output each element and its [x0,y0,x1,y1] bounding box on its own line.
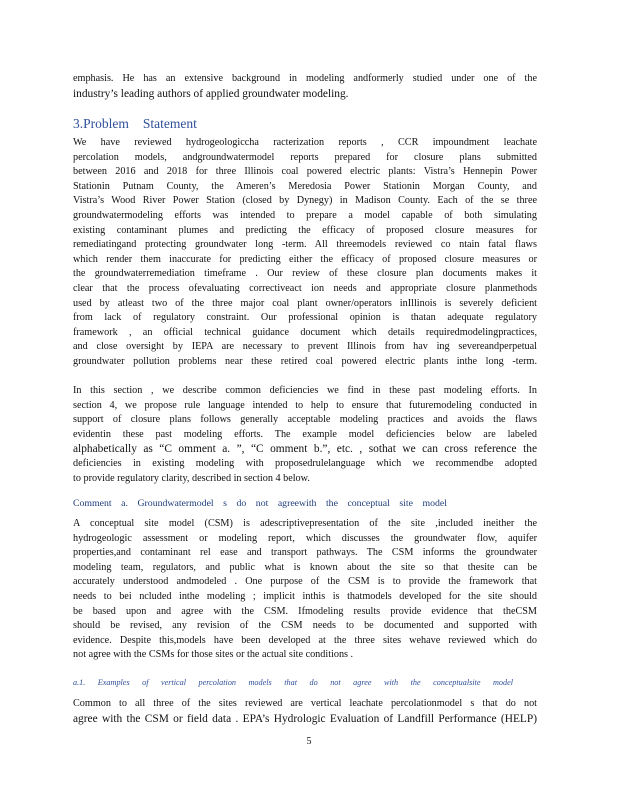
text-line: section 4, we propose rule language intended to help to ensure that futuremodeling conducted in [73,399,537,411]
text-line: the groundwaterremediation timeframe . Our review of these closure plan documents makes it [73,268,537,280]
text-line: existing contaminant plumes and predicting the efficacy of proposed closure measures for [73,224,537,236]
text-line: between 2016 and 2018 for three Illinois coal powered electric plants: Vistra’s Hennepin Power [73,166,537,178]
text-line: industry’s leading authors of applied groundwater modeling. [73,87,349,100]
text-line: and close oversight by IEPA are necessary to prevent Illinois from hav ing severeandperpetual [73,341,537,353]
text-line: which render them inaccurate for predicting either the efficacy of proposed closure measures or [73,253,537,265]
text-line: support of closure plans follows generally acceptable modeling practices and avoids the flaws [73,414,537,426]
text-line: used by atleast two of the three major coal plant owner/operators inIllinois is severely deficient [73,297,537,309]
text-line: emphasis. He has an extensive background in modeling andformerly studied under one of the [73,73,537,84]
text-line: Stationin Putnam County, the Ameren’s Meredosia Power Stationin Morgan County, and [73,180,537,192]
text-line: remediatingand protecting groundwater long -term. All threemodels reviewed co ntain fatal flaws [73,239,537,251]
text-line: needs to bei ncluded inthe modeling ; implicit inthis is thatmodels developed for the site should [73,590,537,602]
text-line: deficiencies in existing modeling with proposedrulelanguage which we recommendbe adopted [73,457,537,469]
text-line: alphabetically as “C omment a. ”, “C omment b.”, etc. , sothat we can cross reference the [73,443,537,456]
text-line: groundwatermodeling efforts was intended to prepare a model capable of both simulating [73,209,537,221]
subsection-a1-heading: a.1. Examples of vertical percolation models that do not agree with the conceptualsite model [73,678,513,687]
section-number: 3.Problem [73,116,129,131]
text-line: We have reviewed hydrogeologiccha racterization reports , CCR impoundment leachate [73,137,537,148]
text-line: Common to all three of the sites reviewed are vertical leachate percolationmodel s that do not [73,698,537,709]
comment-a-heading: Comment a. Groundwatermodel s do not agreewith the conceptual site model [73,498,447,509]
text-line: evidence. Despite this,models have been developed at the three sites wehave reviewed which do [73,634,537,646]
intro-paragraph [73,72,537,101]
text-line: accurately understood andmodeled . One purpose of the CSM is to provide the framework that [73,576,537,588]
text-line: hydrogeologic assessment or modeling report, which discusses the groundwater flow, aquifer [73,532,537,544]
text-line: be based upon and agree with the CSM. Ifmodeling results provide evidence that theCSM [73,605,537,617]
text-line: groundwater pollution problems near these retired coal powered electric plants inthe long -term. [73,355,537,367]
text-line: to provide regulatory clarity, described in section 4 below. [73,472,310,484]
page-number: 5 [306,736,312,747]
problem-paragraph [73,136,537,370]
text-line: A conceptual site model (CSM) is adescriptivepresentation of the site ,included ineither the [73,518,537,529]
text-line: should be revised, any revision of the CSM needs to be documented and supported with [73,620,537,632]
text-line: framework , an official technical guidance document which details requiredmodelingpractices, [73,326,537,338]
text-line: not agree with the CSMs for those sites or the actual site conditions . [73,649,354,661]
text-line: properties,and contaminant rel ease and transport pathways. The CSM informs the groundwater [73,547,537,559]
text-line: Vistra’s Wood River Power Station (closed by Dynegy) in Madison County. Each of the se three [73,195,537,207]
text-line: In this section , we describe common deficiencies we find in these past modeling efforts. In [73,385,537,396]
text-line: evidentin these past modeling efforts. The example model deficiencies below are labeled [73,428,537,440]
text-line: from lack of regulatory constraint. Our professional opinion is thatan adequate regulatory [73,312,537,324]
text-line: modeling team, regulators, and public what is known about the site so that thesite can be [73,561,537,573]
section-heading [73,116,197,132]
text-line: percolation models, andgroundwatermodel reports prepared for closure plans submitted [73,151,537,163]
text-line: agree with the CSM or field data . EPA’s Hydrologic Evaluation of Landfill Performance (HELP) [73,712,537,725]
percolation-paragraph [73,697,537,726]
csm-paragraph [73,517,537,663]
section-overview-paragraph [73,384,537,486]
section-title: Statement [142,116,197,131]
text-line: clear that the process ofevaluating correctiveact ion needs and appropriate closure planmethods [73,282,537,294]
